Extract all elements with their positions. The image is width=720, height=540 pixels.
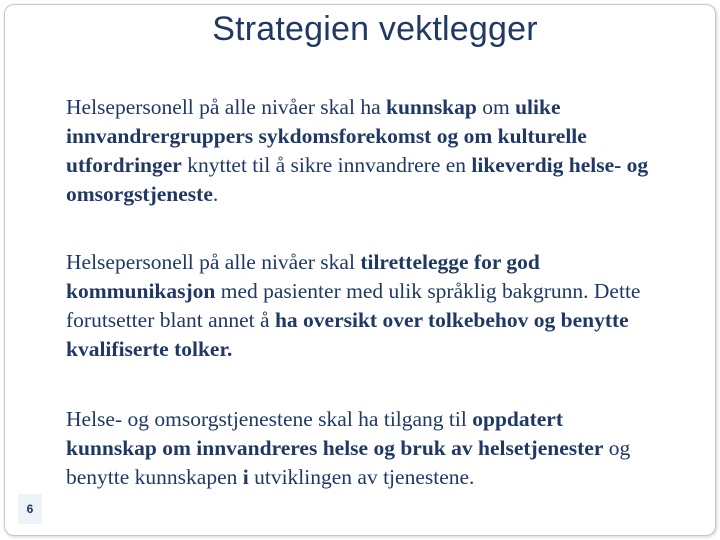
text-run: Helse- og omsorgstjenestene skal ha tilgang til	[66, 407, 473, 431]
bullet-paragraph-3	[42, 405, 682, 492]
text-run: utviklingen av tjenestene.	[248, 465, 475, 489]
text-run: Helsepersonell på alle nivåer skal ha	[66, 95, 386, 119]
page-number: 6	[18, 494, 42, 524]
bold-text-run: ha oversikt over tolkebehov og benytte kvalifiserte tolker.	[66, 308, 629, 361]
bold-text-run: kunnskap	[385, 95, 477, 119]
text-run: med pasienter med ulik språklig bakgrunn. Dette forutsetter blant annet å	[66, 279, 641, 332]
text-run: Helsepersonell på alle nivåer skal	[66, 250, 361, 274]
text-run: knyttet til å sikre innvandrere en	[181, 153, 472, 177]
bullet-first-line	[42, 93, 682, 122]
bold-text-run: oppdatert	[472, 407, 564, 431]
bold-text-run: i	[242, 465, 249, 489]
slide-title: Strategien vektlegger	[212, 10, 538, 48]
bold-text-run: tilrettelegge for god	[360, 250, 540, 274]
bullet-paragraph-2	[42, 248, 682, 364]
bullet-first-line	[42, 248, 682, 277]
bold-text-run: kommunikasjon	[66, 279, 216, 303]
bold-text-run: innvandrergruppers sykdomsforekomst og om kulturelle utfordringer	[66, 124, 587, 177]
bold-text-run: kunnskap om innvandreres helse og bruk av helsetjenester	[66, 436, 604, 460]
bullet-continuation	[42, 122, 682, 209]
text-run: om	[476, 95, 516, 119]
bullet-continuation	[42, 277, 682, 364]
bold-text-run: ulike	[515, 95, 561, 119]
text-run: og benytte kunnskapen	[66, 436, 631, 489]
bullet-first-line	[42, 405, 682, 434]
bullet-continuation	[42, 434, 682, 492]
bold-text-run: likeverdig helse- og omsorgstjeneste	[66, 153, 649, 206]
bullet-paragraph-1	[42, 93, 682, 209]
text-run: .	[212, 182, 219, 206]
